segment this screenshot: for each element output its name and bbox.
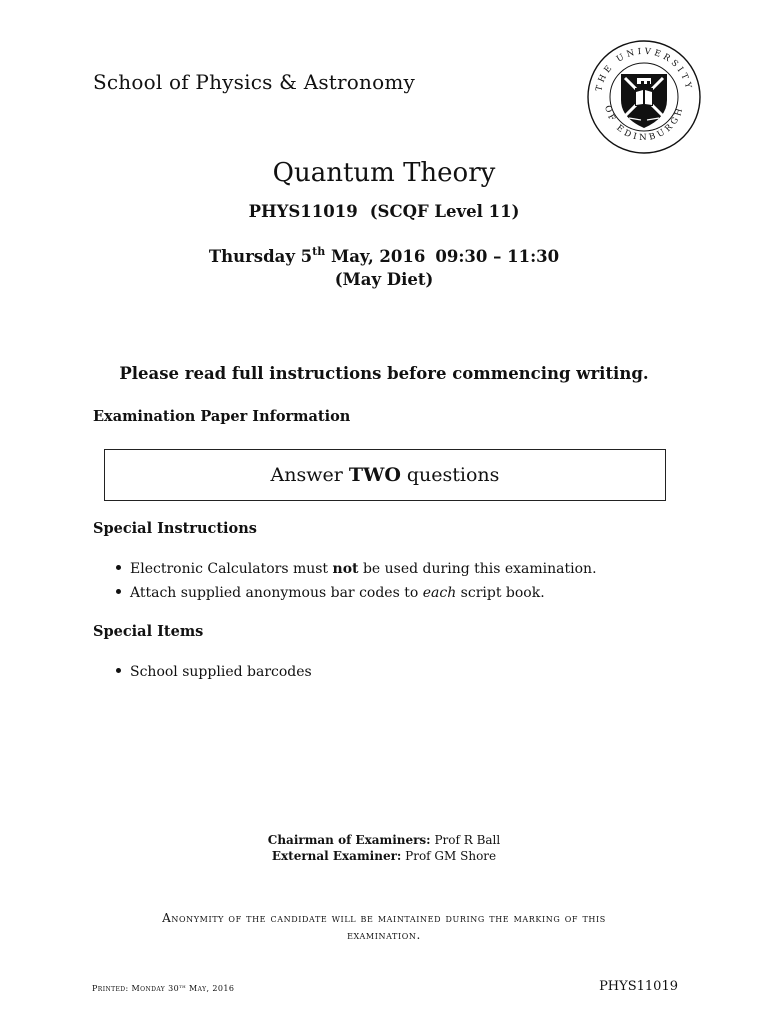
instruction-text: be used during this examination. bbox=[358, 561, 597, 577]
svg-text:OF EDINBURGH: OF EDINBURGH bbox=[602, 104, 686, 144]
exam-diet: (May Diet) bbox=[334, 270, 434, 289]
instructions-notice: Please read full instructions before commencing writing. bbox=[119, 364, 649, 383]
exam-date-suffix: May, 2016 bbox=[325, 247, 426, 266]
printed-date-superscript: th bbox=[179, 983, 187, 990]
bullet-icon bbox=[116, 668, 121, 673]
special-item-barcodes bbox=[116, 664, 312, 680]
answer-requirement-box bbox=[104, 449, 666, 501]
exam-title: Quantum Theory bbox=[272, 158, 496, 188]
exam-date-line bbox=[0, 247, 768, 266]
printed-date-prefix: Printed: Monday 30 bbox=[92, 984, 180, 993]
answer-pre: Answer bbox=[270, 464, 343, 486]
university-crest-logo bbox=[585, 38, 703, 156]
answer-count: TWO bbox=[348, 464, 401, 486]
bullet-icon bbox=[116, 589, 121, 594]
chairman-name: Prof R Ball bbox=[430, 833, 501, 847]
instruction-emphasis: not bbox=[332, 561, 359, 577]
bullet-icon bbox=[116, 565, 121, 570]
school-name: School of Physics & Astronomy bbox=[93, 70, 416, 94]
printed-date-suffix: May, 2016 bbox=[186, 984, 235, 993]
special-instructions-heading: Special Instructions bbox=[93, 520, 257, 537]
external-examiner-line bbox=[0, 848, 768, 864]
instruction-text: script book. bbox=[456, 585, 545, 601]
chairman-line bbox=[0, 832, 768, 848]
instruction-text: Electronic Calculators must bbox=[130, 561, 333, 577]
instruction-emphasis: each bbox=[422, 585, 457, 601]
instruction-item-calculators bbox=[116, 561, 597, 577]
svg-text:THE UNIVERSITY: THE UNIVERSITY bbox=[594, 46, 694, 93]
answer-post: questions bbox=[406, 464, 500, 486]
anonymity-line: Anonymity of the candidate will be maintained during the marking of this bbox=[162, 911, 606, 925]
anonymity-notice bbox=[100, 910, 668, 944]
special-items-heading: Special Items bbox=[93, 623, 204, 640]
paper-info-heading: Examination Paper Information bbox=[93, 408, 351, 425]
course-code: PHYS11019 bbox=[248, 202, 358, 221]
printed-date bbox=[92, 984, 234, 993]
external-examiner-name: Prof GM Shore bbox=[401, 849, 497, 863]
course-code-line bbox=[0, 202, 768, 221]
exam-time: 09:30 – 11:30 bbox=[435, 247, 560, 266]
scqf-level: (SCQF Level 11) bbox=[369, 202, 520, 221]
exam-date-superscript: th bbox=[312, 245, 326, 258]
anonymity-line: examination. bbox=[347, 928, 421, 942]
special-item-text: School supplied barcodes bbox=[130, 664, 312, 680]
exam-date-prefix: Thursday 5 bbox=[208, 247, 313, 266]
external-examiner-label: External Examiner: bbox=[271, 849, 402, 863]
examiners-block bbox=[0, 832, 768, 864]
footer-course-code: PHYS11019 bbox=[599, 979, 678, 994]
instruction-text: Attach supplied anonymous bar codes to bbox=[130, 585, 423, 601]
instruction-item-barcodes bbox=[116, 585, 545, 601]
chairman-label: Chairman of Examiners: bbox=[267, 833, 431, 847]
